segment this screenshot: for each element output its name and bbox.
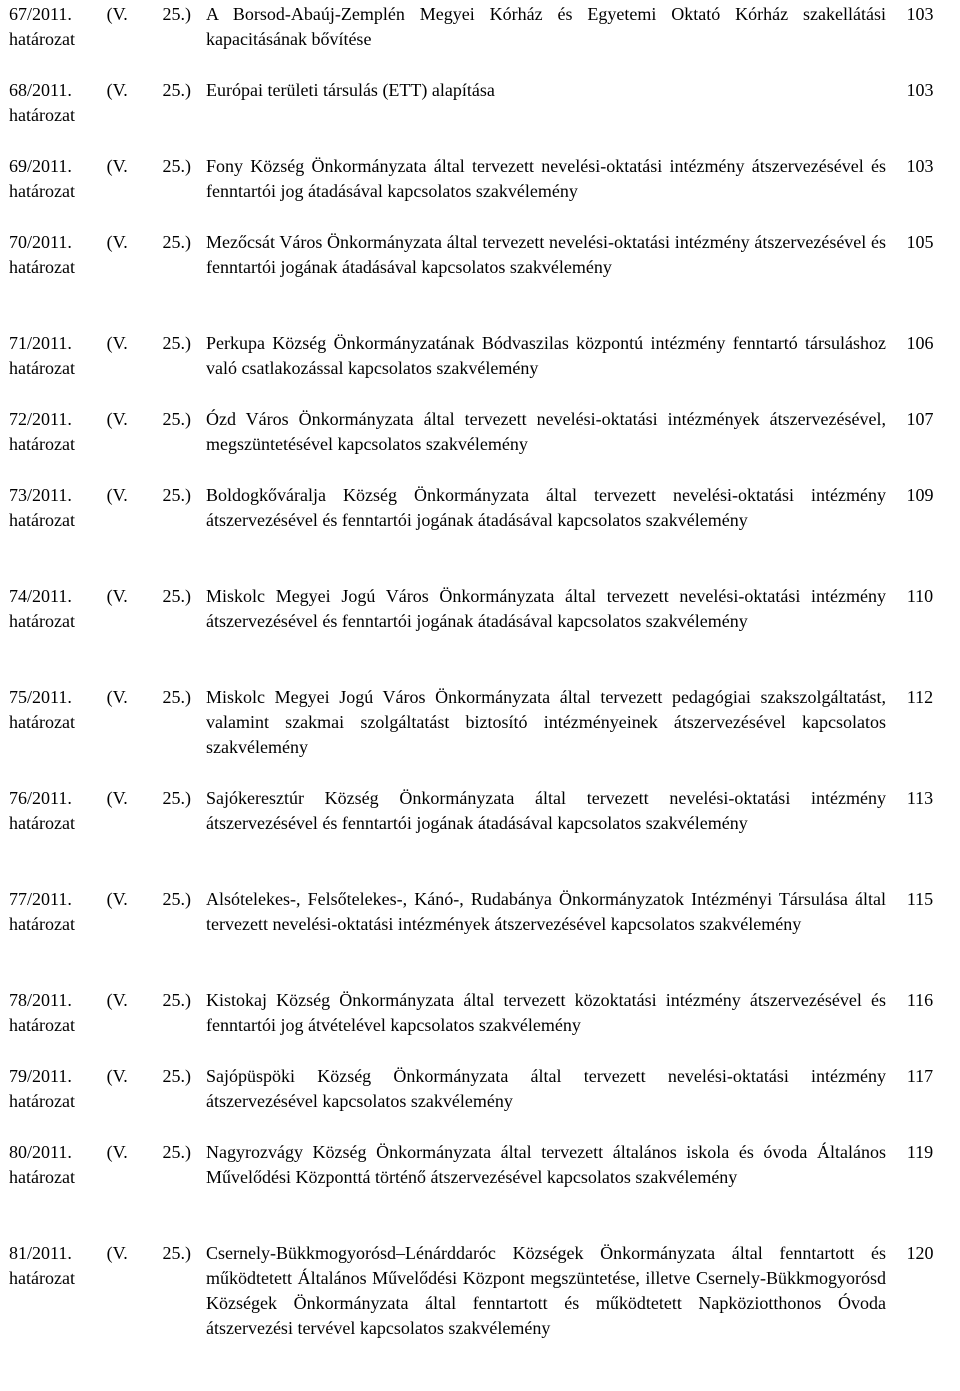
resolution-type: határozat <box>9 813 75 833</box>
resolution-type: határozat <box>9 434 75 454</box>
page-number: 109 <box>906 485 934 505</box>
resolution-type: határozat <box>9 181 75 201</box>
page-number: 115 <box>906 889 934 909</box>
resolution-number: 79/2011. <box>9 1066 72 1086</box>
resolution-reference <box>9 1064 191 1114</box>
resolution-reference <box>9 407 191 457</box>
resolution-type: határozat <box>9 1015 75 1035</box>
page-number: 106 <box>906 333 934 353</box>
resolution-month: (V. <box>106 156 128 176</box>
resolution-title: Kistokaj Község Önkormányzata által tervezett közoktatási intézmény átszervezésével és fenntartói jog átvételével kapcsolatos szakvélemény <box>206 990 886 1035</box>
resolution-day: 25.) <box>162 687 191 707</box>
resolution-number: 80/2011. <box>9 1142 72 1162</box>
resolution-number: 71/2011. <box>9 333 72 353</box>
resolution-type: határozat <box>9 914 75 934</box>
resolution-type: határozat <box>9 510 75 530</box>
resolution-title: Csernely-Bükkmogyorósd–Lénárddaróc Községek Önkormányzata által fenntartott és működtetett Általános Művelődési Központ megszüntetése, illetve Csernely-Bükkmogyorósd Községek Önkormányzata által fenntartott és működtetett Napköziotthonos Óvoda átszervezési tervével kapcsolatos szakvélemény <box>206 1243 886 1338</box>
resolution-day: 25.) <box>162 1066 191 1086</box>
page-number: 113 <box>906 788 934 808</box>
toc-entry-76 <box>0 786 960 887</box>
toc-entry-80 <box>0 1140 960 1241</box>
resolution-reference <box>9 1140 191 1190</box>
resolution-month: (V. <box>106 1142 128 1162</box>
resolution-number: 73/2011. <box>9 485 72 505</box>
resolution-day: 25.) <box>162 990 191 1010</box>
resolution-number: 67/2011. <box>9 4 72 24</box>
resolution-title: Miskolc Megyei Jogú Város Önkormányzata által tervezett nevelési-oktatási intézmény átszervezésével és fenntartói jogának átadásával kapcsolatos szakvélemény <box>206 586 886 631</box>
resolution-title: Fony Község Önkormányzata által tervezett nevelési-oktatási intézmény átszervezésével és fenntartói jog átadásával kapcsolatos szakvélemény <box>206 156 886 201</box>
toc-entry-69 <box>0 154 960 230</box>
resolution-title: Alsótelekes-, Felsőtelekes-, Kánó-, Rudabánya Önkormányzatok Intézményi Társulása által tervezett nevelési-oktatási intézmények átszervezésével kapcsolatos szakvélemény <box>206 889 886 934</box>
resolution-month: (V. <box>106 4 128 24</box>
resolution-type: határozat <box>9 1091 75 1111</box>
resolution-title: Sajópüspöki Község Önkormányzata által tervezett nevelési-oktatási intézmény átszervezésével kapcsolatos szakvélemény <box>206 1066 886 1111</box>
resolution-number: 69/2011. <box>9 156 72 176</box>
resolution-month: (V. <box>106 333 128 353</box>
page-number: 110 <box>906 586 934 606</box>
resolution-number: 70/2011. <box>9 232 72 252</box>
resolution-day: 25.) <box>162 232 191 252</box>
resolution-day: 25.) <box>162 788 191 808</box>
toc-entry-79 <box>0 1064 960 1140</box>
resolution-number: 78/2011. <box>9 990 72 1010</box>
toc-entry-71 <box>0 331 960 407</box>
resolution-reference <box>9 1241 191 1291</box>
resolution-reference <box>9 78 191 128</box>
resolution-month: (V. <box>106 1066 128 1086</box>
resolution-month: (V. <box>106 889 128 909</box>
resolution-day: 25.) <box>162 586 191 606</box>
toc-entry-72 <box>0 407 960 483</box>
resolution-type: határozat <box>9 611 75 631</box>
resolution-type: határozat <box>9 712 75 732</box>
resolution-title: A Borsod-Abaúj-Zemplén Megyei Kórház és Egyetemi Oktató Kórház szakellátási kapacitásának bővítése <box>206 4 886 49</box>
resolution-reference <box>9 331 191 381</box>
resolution-number: 76/2011. <box>9 788 72 808</box>
resolution-month: (V. <box>106 687 128 707</box>
resolution-reference <box>9 584 191 634</box>
page-number: 116 <box>906 990 934 1010</box>
toc-entry-78 <box>0 988 960 1064</box>
resolution-title: Nagyrozvágy Község Önkormányzata által tervezett általános iskola és óvoda Általános Művelődési Központtá történő átszervezésével kapcsolatos szakvélemény <box>206 1142 886 1187</box>
toc-entry-70 <box>0 230 960 331</box>
resolution-number: 68/2011. <box>9 80 72 100</box>
resolution-month: (V. <box>106 409 128 429</box>
page-number: 120 <box>906 1243 934 1263</box>
resolution-reference <box>9 786 191 836</box>
resolution-title: Miskolc Megyei Jogú Város Önkormányzata által tervezett pedagógiai szakszolgáltatást, valamint szakmai szolgáltatást biztosító intézményeinek átszervezésével kapcsolatos szakvélemény <box>206 687 886 757</box>
resolution-title: Sajókeresztúr Község Önkormányzata által tervezett nevelési-oktatási intézmény átszervezésével és fenntartói jogának átadásával kapcsolatos szakvélemény <box>206 788 886 833</box>
resolution-day: 25.) <box>162 1243 191 1263</box>
resolution-day: 25.) <box>162 156 191 176</box>
toc-entry-67 <box>0 2 960 78</box>
resolution-day: 25.) <box>162 4 191 24</box>
resolution-month: (V. <box>106 788 128 808</box>
resolution-day: 25.) <box>162 1142 191 1162</box>
toc-entry-81 <box>0 1241 960 1391</box>
resolution-reference <box>9 685 191 735</box>
resolution-number: 72/2011. <box>9 409 72 429</box>
resolution-number: 74/2011. <box>9 586 72 606</box>
resolution-reference <box>9 988 191 1038</box>
page-number: 103 <box>906 80 934 100</box>
resolution-type: határozat <box>9 257 75 277</box>
resolution-reference <box>9 887 191 937</box>
resolution-title: Európai területi társulás (ETT) alapítása <box>206 80 495 100</box>
toc-entry-73 <box>0 483 960 584</box>
resolution-title: Boldogkőváralja Község Önkormányzata által tervezett nevelési-oktatási intézmény átszervezésével és fenntartói jogának átadásával kapcsolatos szakvélemény <box>206 485 886 530</box>
resolution-month: (V. <box>106 1243 128 1263</box>
resolution-title: Ózd Város Önkormányzata által tervezett nevelési-oktatási intézmények átszervezésével, megszüntetésével kapcsolatos szakvélemény <box>206 409 886 454</box>
resolution-type: határozat <box>9 358 75 378</box>
page-number: 105 <box>906 232 934 252</box>
resolution-day: 25.) <box>162 409 191 429</box>
resolution-day: 25.) <box>162 80 191 100</box>
resolution-title: Perkupa Község Önkormányzatának Bódvaszilas központú intézmény fenntartó társuláshoz való csatlakozással kapcsolatos szakvélemény <box>206 333 886 378</box>
resolution-month: (V. <box>106 80 128 100</box>
resolution-type: határozat <box>9 29 75 49</box>
resolution-number: 77/2011. <box>9 889 72 909</box>
page-number: 117 <box>906 1066 934 1086</box>
resolution-title: Mezőcsát Város Önkormányzata által tervezett nevelési-oktatási intézmény átszervezésével és fenntartói jogának átadásával kapcsolatos szakvélemény <box>206 232 886 277</box>
resolution-day: 25.) <box>162 889 191 909</box>
toc-entry-77 <box>0 887 960 988</box>
page-number: 103 <box>906 4 934 24</box>
resolution-month: (V. <box>106 232 128 252</box>
resolution-month: (V. <box>106 485 128 505</box>
resolution-type: határozat <box>9 105 75 125</box>
page-number: 112 <box>906 687 934 707</box>
resolution-reference <box>9 2 191 52</box>
toc-entry-68 <box>0 78 960 154</box>
resolution-month: (V. <box>106 990 128 1010</box>
page-number: 119 <box>906 1142 934 1162</box>
resolution-reference <box>9 230 191 280</box>
resolution-number: 81/2011. <box>9 1243 72 1263</box>
resolution-type: határozat <box>9 1167 75 1187</box>
toc-entry-74 <box>0 584 960 685</box>
resolution-number: 75/2011. <box>9 687 72 707</box>
resolution-reference <box>9 154 191 204</box>
resolution-day: 25.) <box>162 485 191 505</box>
toc-entry-75 <box>0 685 960 786</box>
resolution-day: 25.) <box>162 333 191 353</box>
resolution-reference <box>9 483 191 533</box>
page-number: 107 <box>906 409 934 429</box>
page-number: 103 <box>906 156 934 176</box>
resolution-month: (V. <box>106 586 128 606</box>
resolution-type: határozat <box>9 1268 75 1288</box>
